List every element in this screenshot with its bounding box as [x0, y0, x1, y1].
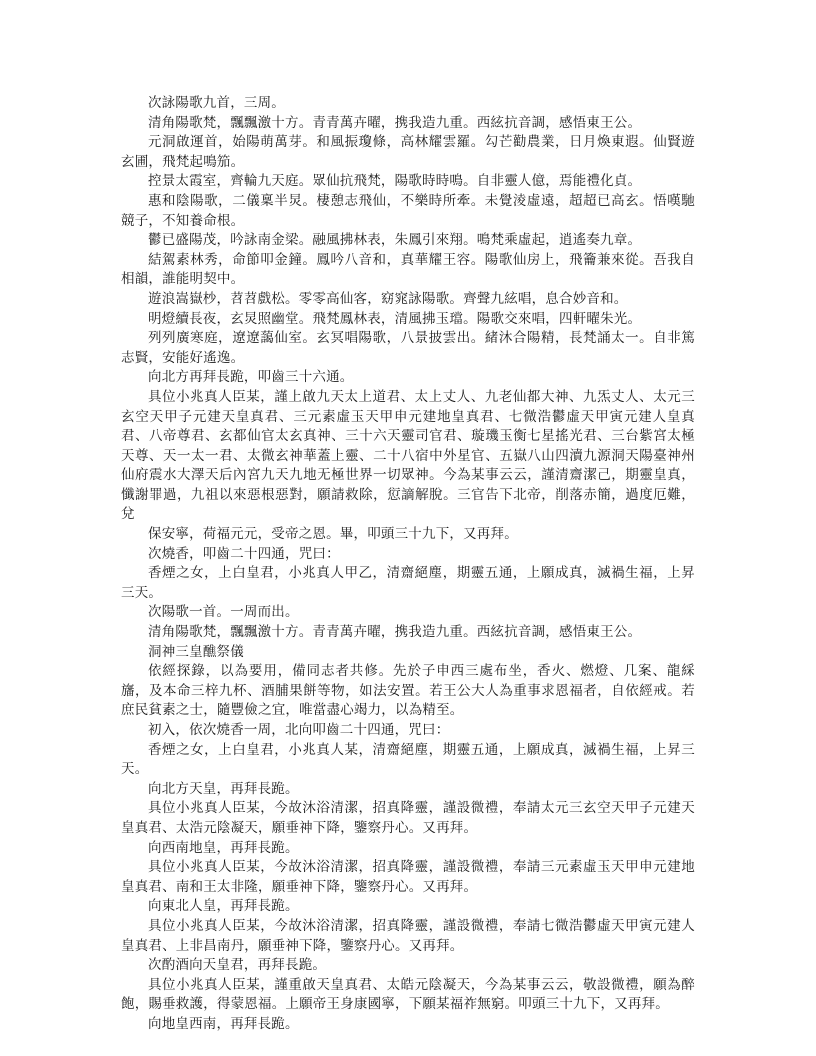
paragraph: 具位小兆真人臣某，謹上啟九天太上道君、太上丈人、九老仙都大神、九炁丈人、太元三玄空天甲子元建天皇真君、三元素虛玉天甲申元建地皇真君、七微浩鬱虛天甲寅元建人皇真君、八帝尊君、玄都仙官太玄真神、三十六天靈司官君、璇璣玉衡七星搖光君、三台紫宮太極天尊、天一太一君、太微玄神華蓋上靈、二十八宿中外星官、五嶽八山四瀆九源洞天陽臺神州仙府震水大澤天后內宮九天九地无極世界一切眾神。今為某事云云，謹清齋潔己，期靈皇真，懺謝罪過，九祖以來惡根惡對，願請救除，愆謫解脫。三官告下北帝，削落赤簡，過度厄難，兌: [121, 388, 695, 523]
paragraph: 次酌酒向天皇君，再拜長跪。: [148, 957, 327, 974]
paragraph: 次詠陽歌九首，三周。: [148, 95, 285, 111]
paragraph: 香煙之女，上白皇君，小兆真人某，清齋絕塵，期靈五通，上願成真，滅禍生福，上昇三天。: [121, 741, 695, 778]
paragraph: 向北方再拜長跪，叩齒三十六通。: [148, 369, 354, 386]
paragraph: 列列廣寒庭，遼遼藹仙室。玄冥唱陽歌，八景披雲出。緒沐合陽精，長梵誦太一。自非篤志賢，安能好遙逸。: [121, 330, 695, 366]
paragraph: 惠和陰陽歌，二儀稟半炅。棲憩志飛仙，不樂時所牽。未覺淩虛遠，超超已高玄。悟嘆馳競子，不知養命根。: [121, 192, 695, 229]
paragraph: 次燒香，叩齒二十四通，咒曰：: [148, 545, 340, 562]
paragraph: 控景太霞室，齊輪九天庭。眾仙抗飛梵，陽歌時時鳴。自非靈人億，焉能禮化貞。: [148, 173, 642, 190]
paragraph: 明燈續長夜，玄炅照幽堂。飛梵鳳林表，清風拂玉璫。陽歌交來唱，四軒曜朱光。: [148, 310, 642, 327]
paragraph: 具位小兆真人臣某，今故沐浴清潔，招真降靈，謹設微禮，奉請七微浩鬱虛天甲寅元建人皇真君、上非昌南丹，願垂神下降，鑒察丹心。又再拜。: [121, 917, 695, 954]
paragraph: 遊浪嵩嶽杪，苕苕戲松。零零高仙客，窈窕詠陽歌。齊聲九絃唱，息合妙音和。: [148, 290, 628, 307]
paragraph: 具位小兆真人臣某，今故沐浴清潔，招真降靈，謹設微禮，奉請三元素虛玉天甲申元建地皇真君、南和王太非隆，願垂神下降，鑒察丹心。又再拜。: [121, 859, 695, 895]
paragraph: 香煙之女，上白皇君，小兆真人甲乙，清齋絕塵，期靈五通，上願成真，滅禍生福，上昇三天。: [121, 565, 695, 601]
paragraph: 清角陽歌梵，飄飄激十方。青青萬卉曜，携我造九重。西絃抗音調，感悟東王公。: [148, 114, 642, 131]
paragraph: 向西南地皇，再拜長跪。: [148, 839, 299, 856]
paragraph: 結駕素林秀，命節叩金鐘。鳳吟八音和，真華耀王容。陽歌仙房上，飛籥兼來從。吾我自相韻，誰能明契中。: [121, 251, 695, 288]
paragraph: 次陽歌一首。一周而出。: [148, 604, 299, 621]
paragraph: 清角陽歌梵，飄飄激十方。青青萬卉曜，携我造九重。西絃抗音調，感悟東王公。: [148, 624, 642, 641]
section-heading: 洞神三皇醮祭儀: [148, 643, 244, 660]
paragraph: 向東北人皇，再拜長跪。: [148, 898, 299, 915]
paragraph: 初入，依次燒香一周，北向叩齒二十四通，咒曰：: [148, 722, 450, 738]
paragraph: 保安寧，荷福元元，受帝之恩。畢，叩頭三十九下，又再拜。: [148, 526, 518, 543]
paragraph: 鬱已盛陽茂，吟詠南金梁。融風拂林表，朱鳳引來翔。鳴梵乘虛起，逍遙奏九章。: [148, 232, 642, 249]
paragraph: 依經探錄，以為要用，備同志者共修。先於子申西三處布坐，香火、燃燈、几案、龍綵旛，及本命三梓九杯、酒脯果餅等物，如法安置。若王公大人為重事求恩福者，自依經戒。若庶民貧素之士，隨豐儉之宜，唯當盡心竭力，以為精至。: [121, 663, 695, 719]
document-page: [121, 94, 695, 1035]
paragraph: 具位小兆真人臣某，謹重啟天皇真君、太皓元陰凝天，今為某事云云，敬設微禮，願為醉飽，賜垂救護，得蒙恩福。上願帝王身康國寧，下願某福祚無窮。叩頭三十九下，又再拜。: [121, 976, 695, 1013]
paragraph: 向地皇西南，再拜長跪。: [148, 1015, 299, 1032]
paragraph: 向北方天皇，再拜長跪。: [148, 780, 299, 797]
paragraph: 元洞啟運首，始陽萌萬芽。和風振瓊條，高林耀雲羅。勾芒勸農業，日月煥東遐。仙賢遊玄圃，飛梵起鳴笳。: [121, 134, 695, 170]
paragraph: 具位小兆真人臣某，今故沐浴清潔，招真降靈，謹設微禮，奉請太元三玄空天甲子元建天皇真君、太浩元陰凝天，願垂神下降，鑒察丹心。又再拜。: [121, 800, 695, 836]
